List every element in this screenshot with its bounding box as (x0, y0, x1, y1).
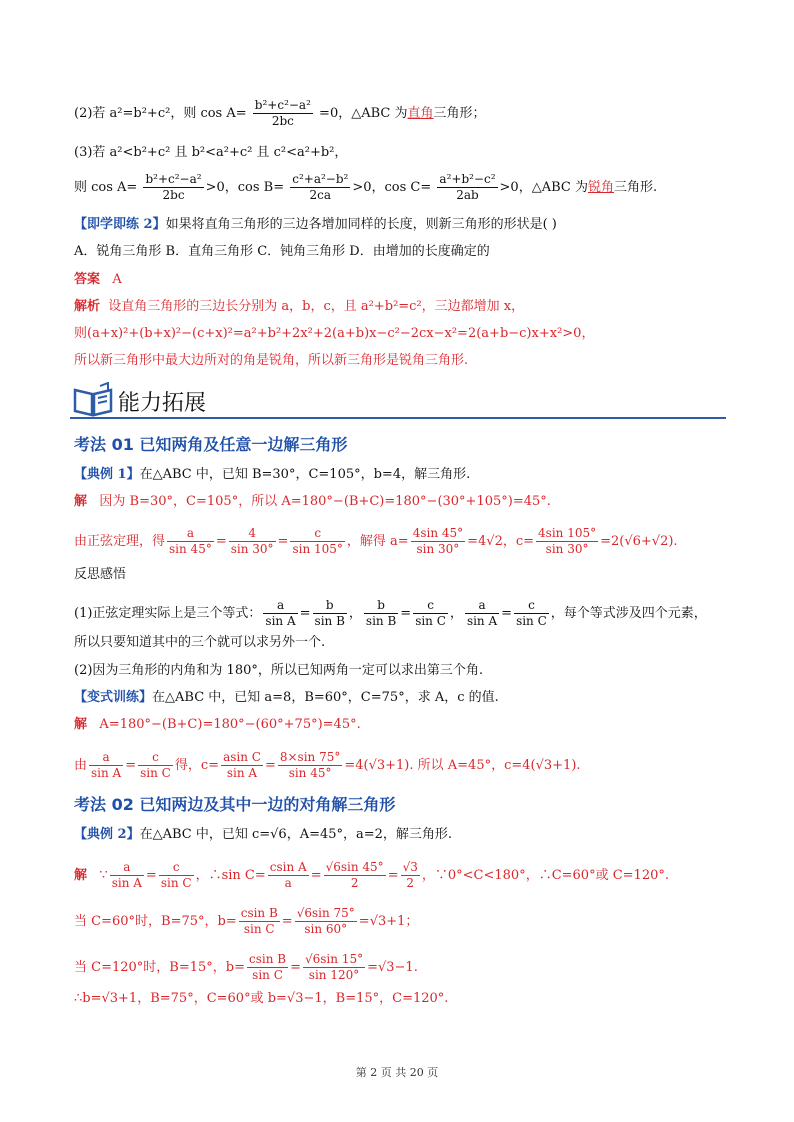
text: ，每个等式涉及四个元素， (550, 606, 707, 621)
analysis-line-2: 则(a+x)²+(b+x)²−(c+x)²=a²+b²+2x²+2(a+b)x−c²−2cx−x²=2(a+b−c)x+x²>0， (74, 326, 595, 341)
answer-value: A (112, 272, 122, 287)
numerator: b (313, 598, 347, 614)
text: 得，c= (174, 758, 220, 773)
numerator: a (110, 860, 144, 876)
text: =√3−1. (367, 960, 418, 975)
text: =4√2，c= (467, 534, 535, 549)
fraction (290, 172, 350, 203)
reflection-title: 反思感悟 (74, 567, 127, 582)
k1-example (74, 466, 470, 484)
text: >0，cos B= (205, 180, 285, 195)
denominator: sin A (466, 614, 498, 628)
numerator: √6sin 15° (304, 952, 364, 966)
text: 则 cos A= (74, 180, 138, 195)
analysis-line-1 (74, 298, 524, 316)
text: >0，cos C= (352, 180, 432, 195)
text: 由正弦定理，得 (74, 534, 166, 549)
k2-sol-3: 当 C=120°时，B=15°，b= $\frac{\text{csin B}}{\text{sin C}}$ = $\frac{√6\sin 15^\circ}{\sin 120^\circ}$ =√3−1. (74, 952, 418, 982)
fraction (536, 526, 598, 557)
fraction (413, 598, 448, 629)
section-header (70, 380, 726, 420)
numerator: a (465, 598, 499, 614)
variant-sol-1 (74, 716, 361, 734)
example-tag: 【典例 2】 (74, 827, 140, 842)
practice-question (74, 216, 557, 234)
fraction (263, 598, 297, 629)
denominator: sin A (111, 876, 142, 890)
text: 在△ABC 中，已知 c=√6，A=45°，a=2，解三角形. (139, 827, 453, 842)
fraction (253, 98, 313, 129)
fraction (268, 860, 309, 891)
section-rule (70, 417, 726, 419)
answer-label: 答案 (74, 272, 101, 287)
denominator: sin 30° (416, 542, 460, 556)
text: >0，△ABC 为 (499, 180, 588, 195)
fraction (295, 906, 357, 937)
denominator: a (284, 876, 292, 890)
text: (1)正弦定理实际上是三个等式： (74, 606, 262, 621)
example-tag: 【典例 1】 (74, 467, 140, 482)
numerator: c (159, 860, 194, 876)
denominator: sin A (265, 614, 296, 628)
k1-sol-2: 由正弦定理，得 $\frac{a}{\sin 45^\circ}$ = $\frac{4}{\sin 30^\circ}$ = $\frac{c}{\sin 105^\circ}$ ，解得 a= $\frac{4\sin 45^\circ}{\sin 30^\circ}$ =4√2，c= $\frac{4\sin 105^\circ}{\sin 30^\circ}$ =2(√6+√2). (74, 526, 678, 556)
denominator: sin 60° (304, 922, 348, 936)
numerator: b²+c²−a² (145, 172, 202, 186)
numerator: a (167, 526, 214, 542)
cos-line (74, 172, 657, 203)
variant-question (74, 689, 499, 707)
page-footer: 第 2 页 共 20 页 (355, 1066, 439, 1079)
fill-blank: 锐角 (587, 180, 614, 195)
numerator: c (514, 598, 549, 614)
cond-right-line (74, 98, 486, 129)
solution-label: 解 (74, 494, 88, 509)
numerator: csin B (249, 952, 287, 966)
text: (2)若 a²=b²+c²，则 cos A= (74, 106, 247, 121)
denominator: sin C (415, 614, 446, 628)
numerator: c (138, 750, 173, 766)
numerator: c²+a²−b² (292, 172, 349, 186)
analysis-label: 解析 (74, 299, 101, 314)
numerator: 8×sin 75° (279, 750, 341, 764)
fraction (239, 906, 280, 937)
denominator: sin 45° (169, 542, 212, 556)
text: 三角形； (433, 106, 486, 121)
numerator: 4sin 45° (412, 526, 464, 540)
fraction (290, 526, 344, 557)
text: =2(√6+√2). (600, 534, 678, 549)
fraction (110, 860, 144, 891)
variant-tag: 【变式训练】 (74, 690, 153, 705)
k1-sol-1 (74, 493, 551, 511)
variant-sol-2: 由 $\frac{a}{\text{sin A}}$ = $\frac{c}{\text{sin C}}$ 得，c= $\frac{\text{asin C}}{\text{sin A}}$ = $\frac{8\times\sin 75^\circ}{\sin 45^\circ}$ =4(√3+1). 所以 A=45°，c=4(√3+1). (74, 750, 581, 780)
text: ，∵0°<C<180°，∴C=60°或 C=120°. (421, 868, 669, 883)
answer-line (74, 271, 122, 289)
text: =4(√3+1). 所以 A=45°，c=4(√3+1). (344, 758, 581, 773)
text: A=180°−(B+C)=180°−(60°+75°)=45°. (99, 717, 361, 732)
analysis-line-3: 所以新三角形中最大边所对的角是锐角，所以新三角形是锐角三角形. (74, 353, 469, 368)
text: 三角形. (613, 180, 658, 195)
denominator: sin 45° (288, 766, 332, 780)
numerator: b (364, 598, 398, 614)
numerator: 4 (229, 526, 276, 542)
text: 在△ABC 中，已知 a=8，B=60°，C=75°，求 A，c 的值. (152, 690, 499, 705)
text: 在△ABC 中，已知 B=30°，C=105°，b=4，解三角形. (139, 467, 471, 482)
denominator: sin 105° (292, 542, 343, 556)
question-text: 如果将直角三角形的三边各增加同样的长度，则新三角形的形状是( ) (165, 217, 557, 232)
text: 由 (74, 758, 88, 773)
denominator: sin A (226, 766, 258, 780)
reflection-3: (2)因为三角形的内角和为 180°，所以已知两角一定可以求出第三个角. (74, 663, 483, 678)
practice-options: A．锐角三角形 B．直角三角形 C．钝角三角形 D．由增加的长度确定的 (74, 244, 490, 259)
numerator: a²+b²−c² (439, 172, 496, 186)
text: =0，△ABC 为 (319, 106, 408, 121)
text: ∵ (99, 868, 108, 883)
fraction (89, 750, 123, 781)
fraction (143, 172, 203, 203)
denominator: 2 (350, 876, 359, 890)
fraction (303, 952, 365, 983)
text: =√3+1； (358, 914, 419, 929)
cond-acute-line: (3)若 a²<b²+c² 且 b²<a²+c² 且 c²<a²+b²， (74, 145, 348, 160)
solution-label: 解 (74, 868, 88, 883)
fraction (278, 750, 343, 781)
text: ，∴sin C= (195, 868, 266, 883)
denominator: sin B (365, 614, 397, 628)
book-icon (72, 382, 114, 418)
reflection-2: 所以只要知道其中的三个就可以求另外一个. (74, 635, 326, 650)
fraction (411, 526, 465, 557)
denominator: 2bc (271, 114, 294, 128)
fraction (465, 598, 499, 629)
denominator: 2bc (162, 188, 185, 202)
denominator: sin 30° (230, 542, 274, 556)
denominator: 2ab (456, 188, 479, 202)
fraction (247, 952, 288, 983)
numerator: √6sin 75° (296, 906, 355, 920)
fill-blank: 直角 (407, 106, 434, 121)
text: 设直角三角形的三边长分别为 a，b，c，且 a²+b²=c²，三边都增加 x， (108, 299, 525, 314)
denominator: sin 30° (545, 542, 589, 556)
denominator: sin C (160, 876, 192, 890)
fraction (229, 526, 276, 557)
numerator: 4sin 105° (538, 526, 597, 540)
fraction (324, 860, 386, 891)
fraction (401, 860, 420, 891)
fraction (159, 860, 194, 891)
numerator: √3 (402, 860, 418, 874)
fraction (364, 598, 398, 629)
denominator: sin 120° (308, 968, 360, 982)
denominator: 2 (406, 876, 415, 890)
numerator: c (413, 598, 448, 614)
fraction (221, 750, 263, 781)
fraction (437, 172, 497, 203)
numerator: a (89, 750, 123, 766)
fraction (313, 598, 347, 629)
numerator: b²+c²−a² (254, 98, 311, 112)
fraction (514, 598, 549, 629)
numerator: csin B (240, 906, 278, 920)
fraction (167, 526, 214, 557)
k2-example (74, 826, 452, 844)
numerator: asin C (223, 750, 261, 764)
numerator: √6sin 45° (325, 860, 384, 874)
denominator: sin B (314, 614, 345, 628)
text: ，解得 a= (346, 534, 409, 549)
numerator: a (263, 598, 297, 614)
reflection-1: (1)正弦定理实际上是三个等式： $\frac{a}{\text{sin A}}$ = $\frac{b}{\text{sin B}}$ ， $\frac{b}{\text{sin B}}$ = $\frac{c}{\text{sin C}}$ ， $\frac{a}{\text{sin A}}$ = $\frac{c}{\text{sin C}}$ ，每个等式涉及四个元素， (74, 598, 707, 628)
k2-sol-4: ∴b=√3+1，B=75°，C=60°或 b=√3−1，B=15°，C=120°. (74, 991, 449, 1006)
numerator: csin A (269, 860, 307, 874)
k2-sol-2: 当 C=60°时，B=75°，b= $\frac{\text{csin B}}{\text{sin C}}$ = $\frac{√6\sin 75^\circ}{\sin 60^\circ}$ =√3+1； (74, 906, 419, 936)
text: 当 C=120°时，B=15°，b= (74, 960, 245, 975)
denominator: sin C (243, 922, 275, 936)
denominator: sin C (252, 968, 283, 982)
denominator: sin A (91, 766, 122, 780)
solution-label: 解 (74, 717, 88, 732)
text: 因为 B=30°，C=105°，所以 A=180°−(B+C)=180°−(30°+105°)=45°. (99, 494, 551, 509)
denominator: sin C (140, 766, 171, 780)
practice-tag: 【即学即练 2】 (74, 217, 166, 232)
section-title: 能力拓展 (118, 391, 207, 416)
denominator: 2ca (309, 188, 332, 202)
numerator: c (290, 526, 344, 542)
text: 当 C=60°时，B=75°，b= (74, 914, 237, 929)
k2-sol-1: 解 ∵ $\frac{a}{\text{sin A}}$ = $\frac{c}{\text{sin C}}$ ，∴sin C= $\frac{\text{csin A}}{a}$ = $\frac{√6\sin 45^\circ}{2}$ = $\frac{√3}{2}$ ，∵0°<C<180°，∴C=60°或 C=120°. (74, 860, 669, 890)
fraction (138, 750, 173, 781)
denominator: sin C (516, 614, 547, 628)
k2-title: 考法 02 已知两边及其中一边的对角解三角形 (74, 795, 396, 814)
k1-title: 考法 01 已知两角及任意一边解三角形 (74, 435, 348, 454)
